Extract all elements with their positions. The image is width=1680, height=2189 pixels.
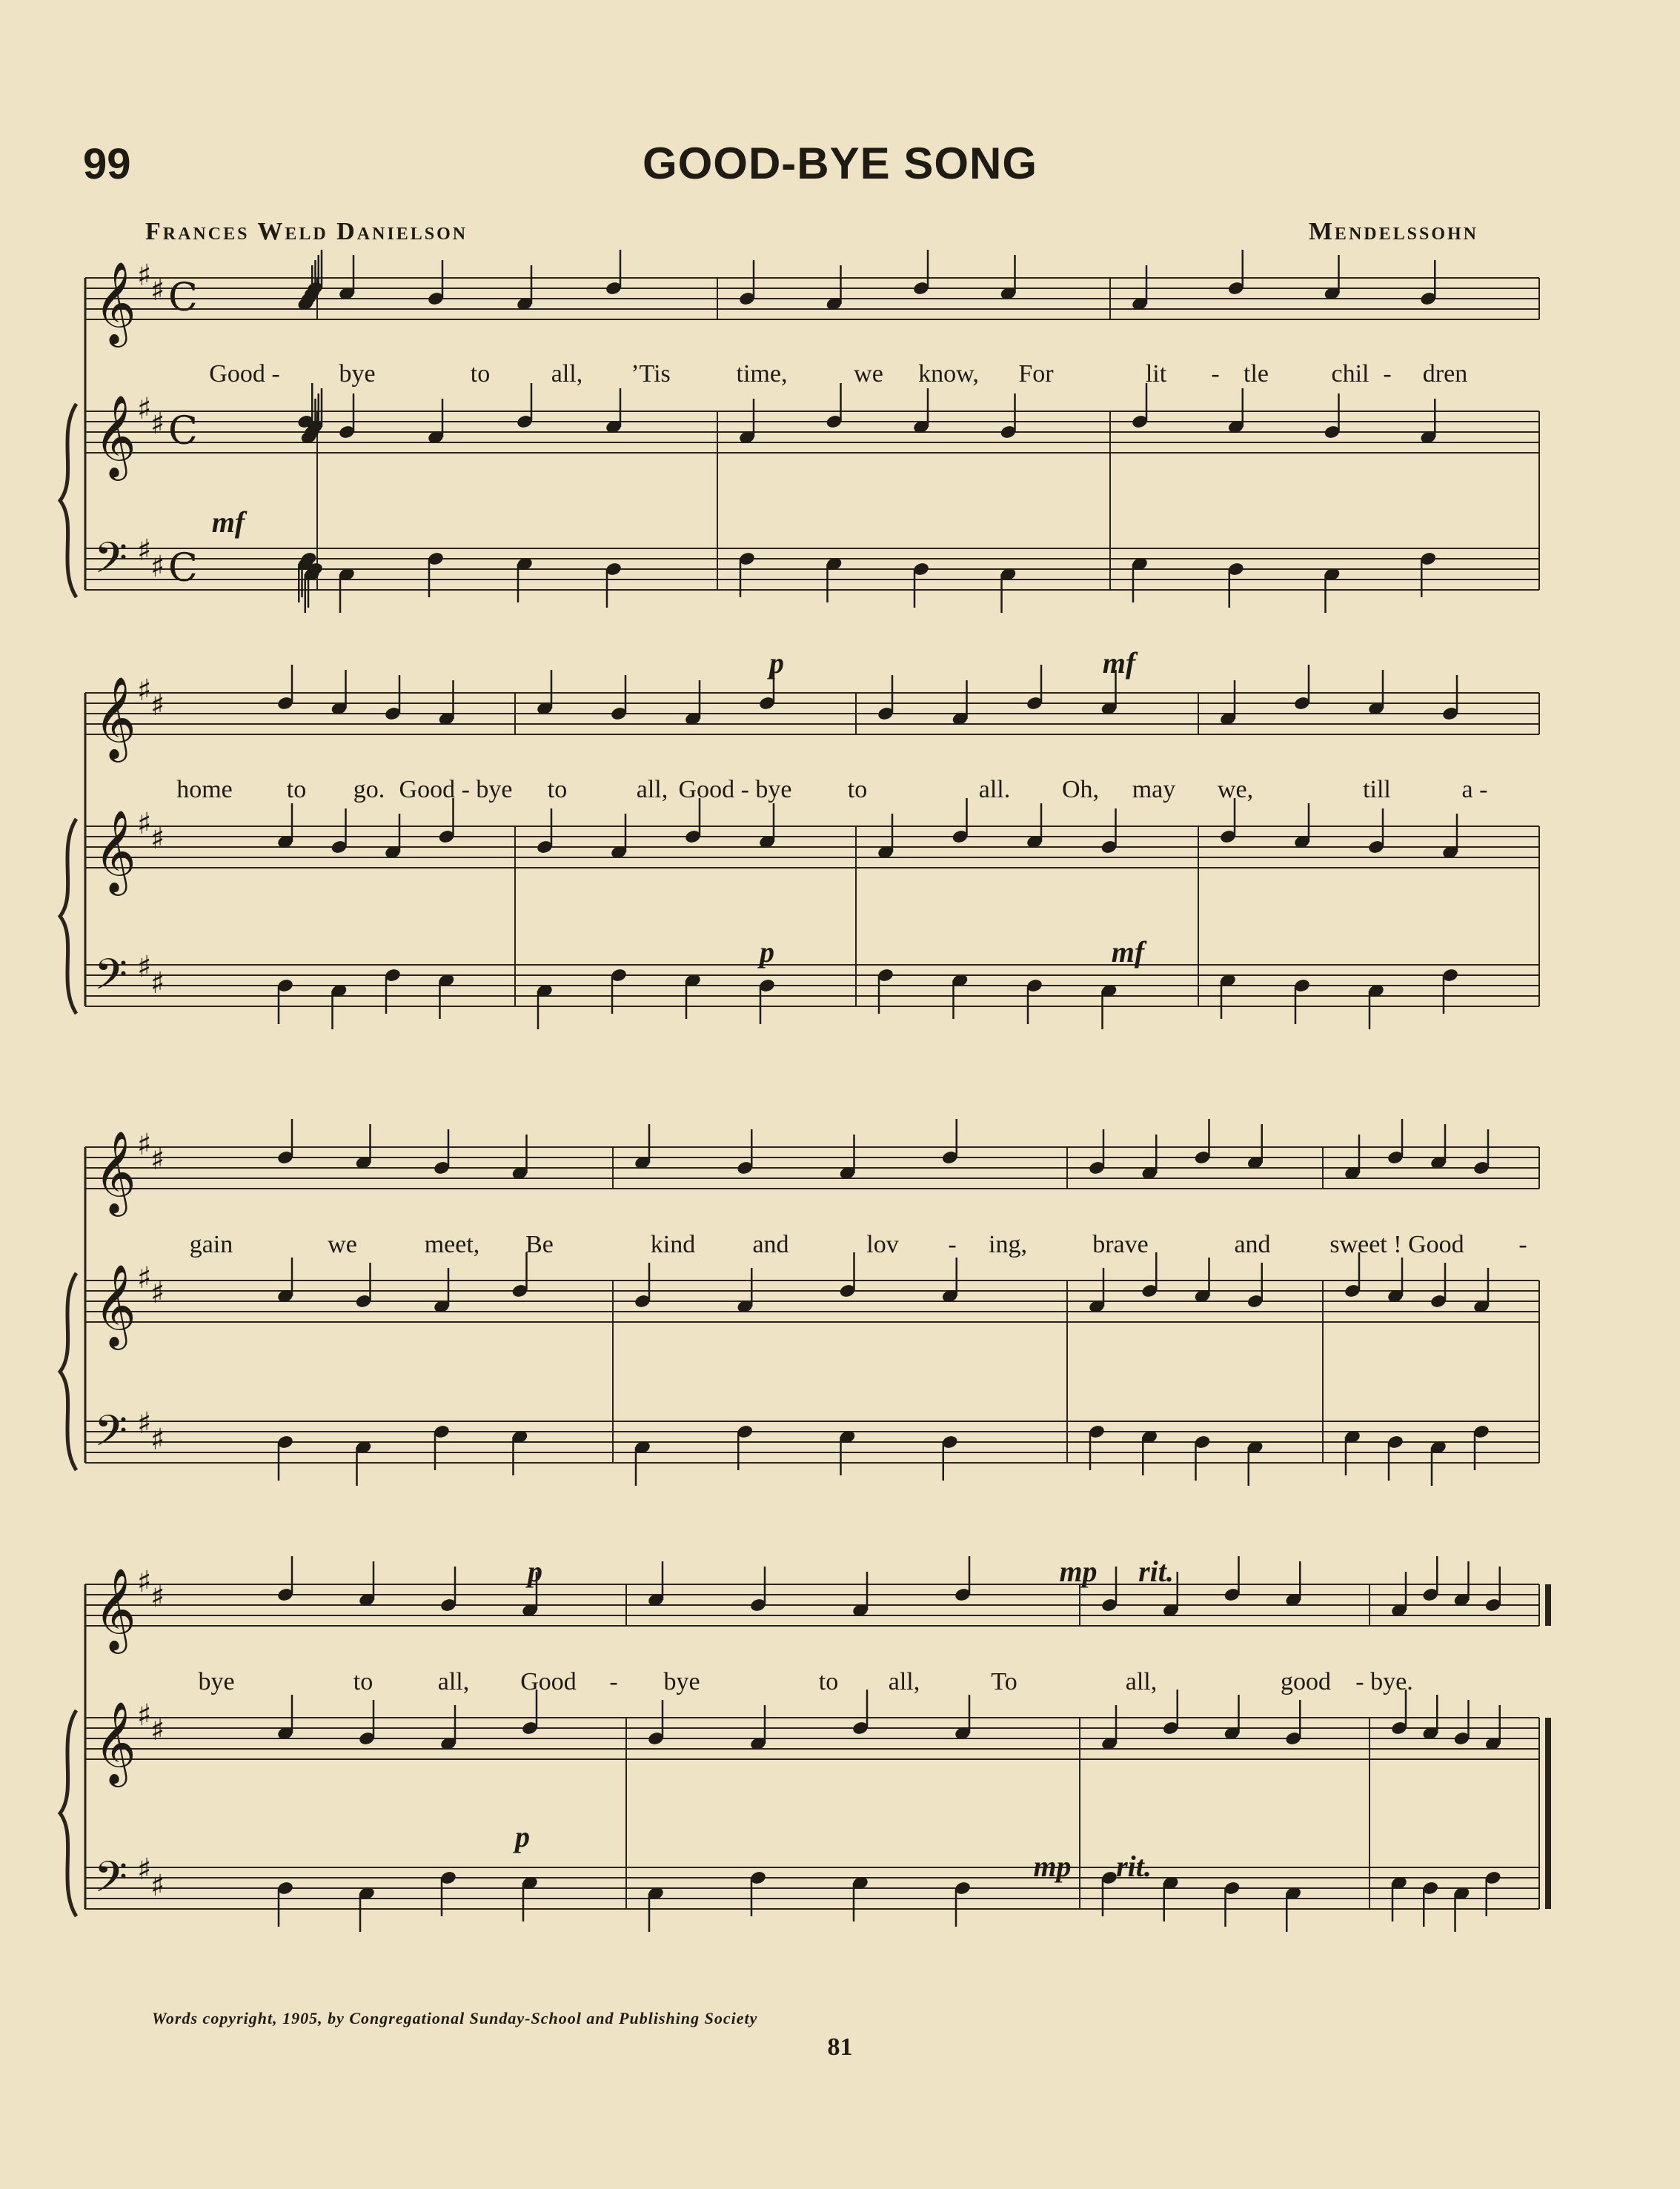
sharp-icon: ♯: [137, 1853, 152, 1887]
dynamic-marking: mf: [211, 505, 245, 539]
lyric-syllable: Good: [520, 1668, 577, 1695]
treble-clef-icon: 𝄞: [94, 809, 136, 892]
lyric-syllable: all,: [888, 1668, 920, 1695]
treble-clef-icon: 𝄞: [94, 394, 136, 477]
lyric-syllable: -: [1383, 360, 1392, 388]
sharp-icon: ♯: [137, 392, 152, 426]
lyric-syllable: bye: [339, 360, 376, 388]
lyric-syllable: and: [1234, 1231, 1271, 1258]
dynamic-marking: p: [515, 1820, 530, 1853]
lyric-syllable: Good - bye: [399, 776, 513, 803]
sharp-icon: ♯: [150, 1143, 165, 1177]
dynamic-marking: rit.: [1138, 1555, 1174, 1588]
lyric-syllable: all,: [437, 1668, 470, 1695]
lyric-syllable: kind: [650, 1231, 696, 1258]
bass-clef-icon: 𝄢: [94, 1852, 128, 1913]
sharp-icon: ♯: [137, 259, 152, 293]
sharp-icon: ♯: [150, 1580, 165, 1614]
lyric-syllable: may: [1132, 776, 1176, 803]
sharp-icon: ♯: [150, 822, 165, 856]
sharp-icon: ♯: [137, 1565, 152, 1599]
dynamic-marking: p: [760, 935, 774, 969]
lyric-syllable: Be: [525, 1231, 554, 1258]
lyric-syllable: sweet ! Good: [1329, 1231, 1464, 1258]
sharp-icon: ♯: [137, 1698, 152, 1733]
page-number: 81: [827, 2033, 853, 2061]
common-time-icon: C: [168, 409, 198, 454]
sharp-icon: ♯: [150, 1713, 165, 1747]
sharp-icon: ♯: [150, 688, 165, 723]
piano-brace: [60, 1710, 76, 1916]
lyric-syllable: brave: [1092, 1231, 1149, 1258]
dynamic-marking: mp: [1059, 1555, 1098, 1588]
lyric-syllable: to: [847, 776, 868, 803]
common-time-icon: C: [168, 546, 198, 591]
piano-brace: [60, 819, 76, 1014]
lyric-syllable: meet,: [424, 1231, 480, 1258]
lyric-syllable: Oh,: [1061, 776, 1100, 803]
lyric-syllable: to: [547, 776, 568, 803]
lyric-syllable: For: [1018, 360, 1054, 388]
lyric-syllable: to: [353, 1668, 373, 1695]
treble-clef-icon: 𝄞: [94, 1130, 136, 1213]
treble-clef-icon: 𝄞: [94, 676, 136, 759]
lyric-syllable: good: [1281, 1668, 1331, 1695]
lyric-syllable: dren: [1422, 360, 1468, 388]
treble-clef-icon: 𝄞: [94, 261, 136, 344]
lyric-syllable: know,: [918, 360, 979, 388]
lyric-syllable: To: [991, 1668, 1017, 1695]
treble-clef-icon: 𝄞: [94, 1567, 136, 1650]
lyric-syllable: home: [176, 776, 233, 803]
lyric-syllable: bye: [663, 1668, 700, 1695]
lyric-syllable: chil: [1331, 360, 1369, 388]
sharp-icon: ♯: [137, 950, 152, 984]
lyric-syllable: time,: [736, 360, 788, 388]
lyric-syllable: gain: [189, 1231, 233, 1258]
lyric-syllable: -: [1211, 360, 1220, 388]
lyric-syllable: Good -: [209, 360, 280, 388]
bass-clef-icon: 𝄢: [94, 1406, 128, 1466]
lyric-syllable: till: [1363, 776, 1391, 803]
lyric-syllable: bye: [198, 1668, 235, 1695]
piano-brace: [60, 404, 76, 597]
sharp-icon: ♯: [137, 1128, 152, 1162]
lyric-syllable: we,: [1217, 776, 1254, 803]
sharp-icon: ♯: [137, 1261, 152, 1295]
sharp-icon: ♯: [137, 807, 152, 841]
sharp-icon: ♯: [150, 550, 165, 584]
treble-clef-icon: 𝄞: [94, 1263, 136, 1346]
lyric-syllable: to: [470, 360, 491, 388]
lyric-syllable: lov: [866, 1231, 899, 1258]
sharp-icon: ♯: [150, 1423, 165, 1457]
dynamic-marking: p: [528, 1555, 542, 1588]
hymn-number: 99: [83, 140, 131, 188]
common-time-icon: C: [168, 276, 198, 320]
dynamic-marking: p: [769, 646, 784, 680]
sharp-icon: ♯: [137, 534, 152, 568]
song-title: GOOD-BYE SONG: [642, 139, 1038, 188]
dynamic-marking: mf: [1111, 935, 1145, 969]
lyric-syllable: lit: [1145, 360, 1167, 388]
lyric-syllable: to: [286, 776, 307, 803]
lyric-syllable: a -: [1461, 776, 1488, 803]
copyright-notice: Words copyright, 1905, by Congregational Sunday-School and Publishing Society: [152, 2009, 758, 2027]
author-credit: Frances Weld Danielson: [145, 218, 468, 245]
lyric-syllable: ing,: [989, 1231, 1027, 1258]
lyric-syllable: to: [818, 1668, 839, 1695]
lyric-syllable: -: [609, 1668, 618, 1695]
treble-clef-icon: 𝄞: [94, 1701, 136, 1784]
lyric-syllable: - bye.: [1355, 1668, 1413, 1695]
lyric-syllable: go.: [353, 776, 385, 803]
bass-clef-icon: 𝄢: [94, 533, 128, 594]
sharp-icon: ♯: [150, 1869, 165, 1903]
sharp-icon: ♯: [137, 674, 152, 708]
dynamic-marking: mf: [1102, 646, 1136, 680]
piano-brace: [60, 1273, 76, 1470]
lyric-syllable: ’Tis: [631, 360, 671, 388]
lyric-syllable: -: [948, 1231, 957, 1258]
lyric-syllable: all,: [636, 776, 668, 803]
dynamic-marking: rit.: [1116, 1850, 1152, 1883]
lyric-syllable: and: [752, 1231, 789, 1258]
sharp-icon: ♯: [150, 1276, 165, 1310]
lyric-syllable: all,: [551, 360, 583, 388]
sharp-icon: ♯: [150, 273, 165, 308]
dynamic-marking: mp: [1033, 1850, 1072, 1883]
sharp-icon: ♯: [137, 1406, 152, 1441]
lyric-syllable: -: [1518, 1231, 1527, 1258]
sharp-icon: ♯: [150, 966, 165, 1000]
lyric-syllable: all,: [1125, 1668, 1158, 1695]
composer-credit: Mendelssohn: [1308, 218, 1478, 245]
lyric-syllable: we: [854, 360, 883, 388]
lyric-syllable: all.: [978, 776, 1011, 803]
lyric-syllable: tle: [1244, 360, 1269, 388]
lyric-syllable: Good - bye: [678, 776, 792, 803]
bass-clef-icon: 𝄢: [94, 949, 128, 1010]
lyric-syllable: we: [328, 1231, 357, 1258]
sharp-icon: ♯: [150, 407, 165, 441]
